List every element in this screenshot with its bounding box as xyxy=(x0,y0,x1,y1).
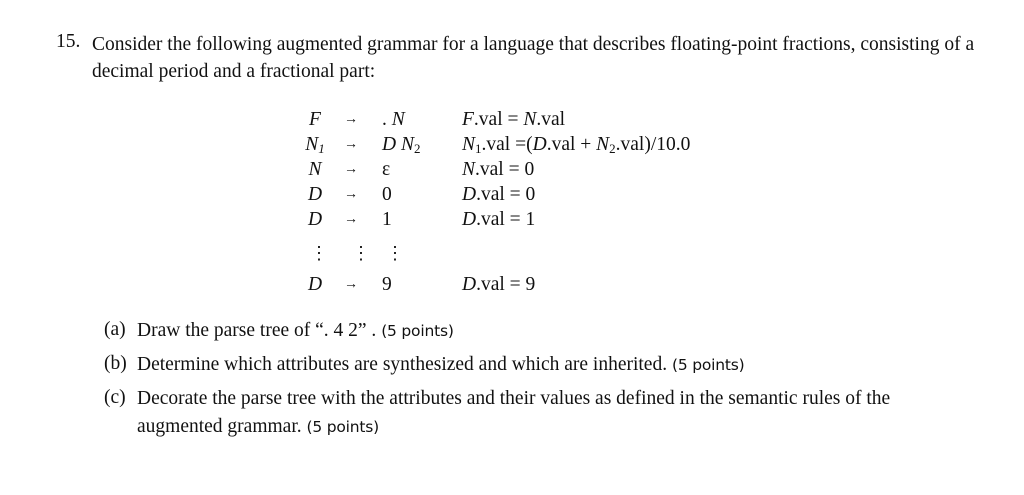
part-a-tag: (a) xyxy=(104,319,126,340)
production-rhs: 1 xyxy=(382,209,392,230)
semantic-rule: $N_1.val =(D.val + N_2.val)/10.0$ xyxy=(462,134,691,156)
question-number: 15. xyxy=(56,31,81,52)
semantic-rule: D.val = 9 xyxy=(462,274,536,295)
production-lhs: $N_1$ xyxy=(305,134,325,156)
vertical-ellipsis: ⋮ xyxy=(352,243,370,263)
part-c-points: (5 points) xyxy=(306,418,379,436)
semantic-rule: F.val = N.val xyxy=(462,109,566,130)
production-lhs: D xyxy=(307,184,323,205)
arrow-symbol: → xyxy=(344,137,358,152)
vertical-ellipsis: ⋮ xyxy=(310,243,328,263)
production-rhs: D $N_2$ xyxy=(382,134,421,156)
production-lhs: N xyxy=(308,159,322,180)
part-b-points: (5 points) xyxy=(671,356,745,374)
arrow-symbol: → xyxy=(344,162,358,177)
production-rhs: 9 xyxy=(382,274,392,295)
semantic-rule: D.val = 1 xyxy=(462,209,536,230)
semantic-rule: N.val = 0 xyxy=(462,159,535,180)
part-a-text: Draw the parse tree of “. 4 2” . (5 points) xyxy=(137,320,454,341)
part-c-tag: (c) xyxy=(104,387,126,408)
production-lhs: F xyxy=(309,109,321,130)
production-lhs: D xyxy=(307,274,323,295)
semantic-rule: D.val = 0 xyxy=(462,184,536,205)
arrow-symbol: → xyxy=(344,277,358,292)
part-b-text: Determine which attributes are synthesized and which are inherited. (5 points) xyxy=(137,354,745,375)
part-a-points: (5 points) xyxy=(381,322,454,340)
arrow-symbol: → xyxy=(344,187,358,202)
production-rhs: . N xyxy=(382,109,405,130)
part-b-tag: (b) xyxy=(104,353,127,374)
arrow-symbol: → xyxy=(344,112,358,127)
part-c-text: Decorate the parse tree with the attributes and their values as defined in the semantic rules of the augmented grammar. (5 points) xyxy=(137,388,891,437)
question-stem: Consider the following augmented grammar for a language that describes floating-point fractions, consisting of a decimal period and a fractional part: xyxy=(92,34,975,82)
vertical-ellipsis: ⋮ xyxy=(386,243,404,263)
production-lhs: D xyxy=(307,209,323,230)
production-rhs: ε xyxy=(382,159,391,180)
production-rhs: 0 xyxy=(382,184,392,205)
arrow-symbol: → xyxy=(344,212,358,227)
